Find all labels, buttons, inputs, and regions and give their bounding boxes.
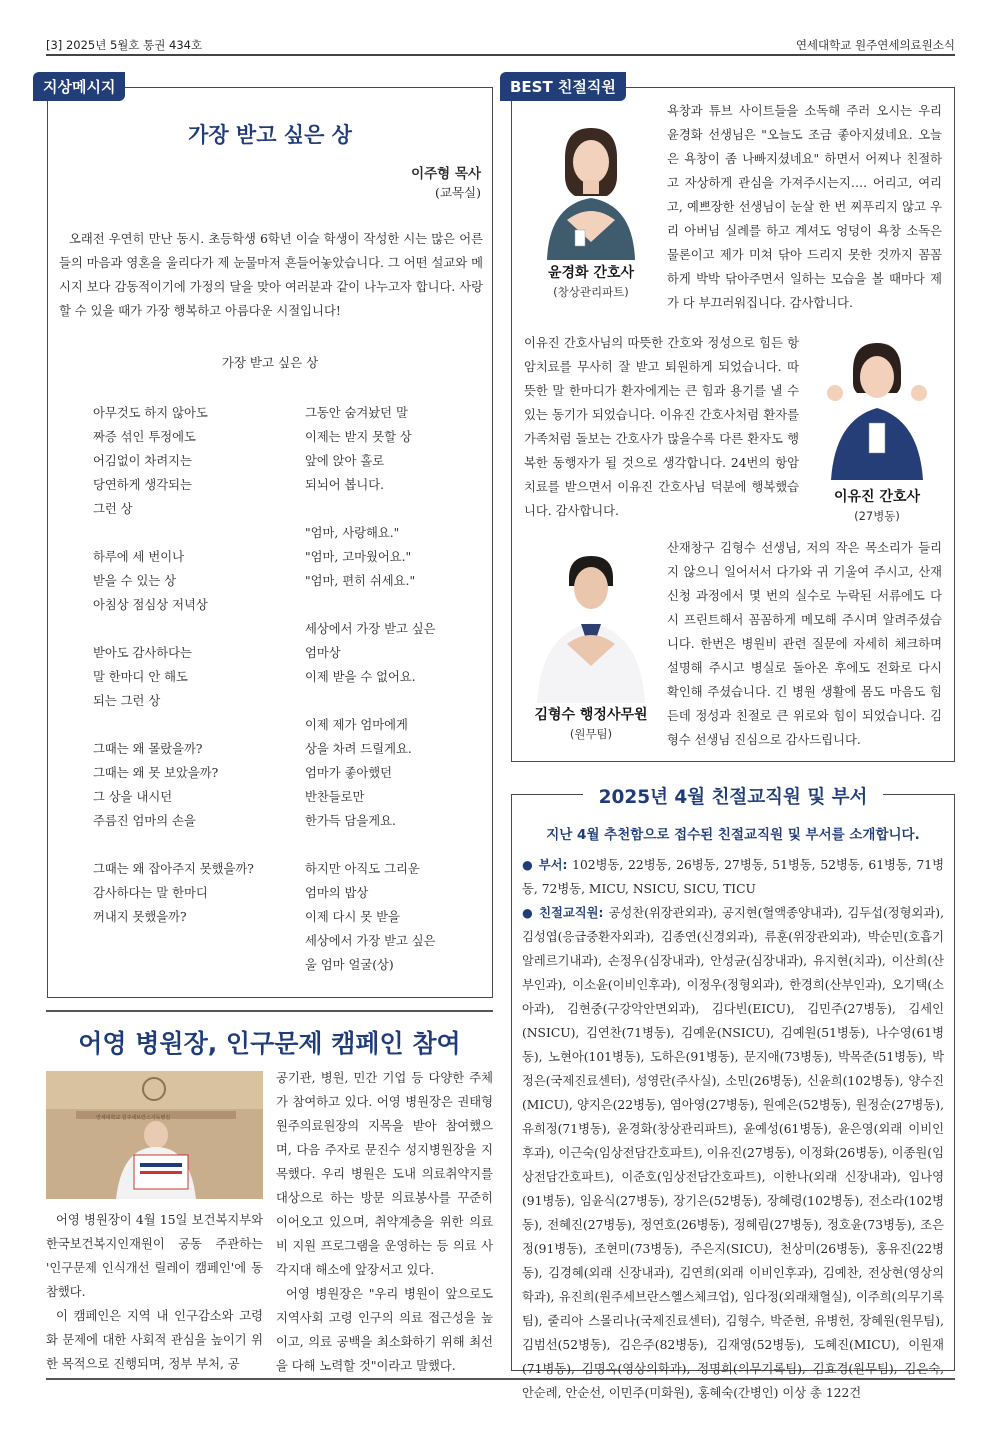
- poem-line: 울 엄마 얼굴(상): [305, 958, 394, 972]
- poem-line: 주름진 엄마의 손을: [93, 814, 196, 828]
- poem-line: 되뇌어 봅니다.: [305, 478, 385, 492]
- staff-photo-kim: [527, 548, 655, 703]
- dept-label: ● 부서:: [522, 858, 568, 872]
- poem-line: [305, 593, 436, 617]
- staff-photo-yoon: [527, 110, 655, 260]
- poem-line: 한가득 담을게요.: [305, 814, 396, 828]
- staff-text-yoon: 욕창과 튜브 사이트들을 소독해 주러 오시는 우리 윤경화 선생님은 "오늘도 조금 좋아지셨네요. 오늘은 욕창이 좀 나빠지셨네요" 하면서 어찌나 친절하고 자상하게 관심을 가져주시는지…. 어리고, 여리고, 예쁘장한 선생님이 눈살 한 번 찌푸리지 않고 우리 아버님 실례를 하고 계셔도 엉덩이 욕창 소독은 물론이고 제가 미쳐 닦아 드리지 못한 것까지 꼼꼼하게 박박 닦아주면서 일하는 모습을 볼 때마다 제가 다 부끄러워집니다. 감사합니다.: [667, 104, 942, 310]
- staff-name: 윤경화 간호사: [547, 265, 635, 281]
- poem-line: 엄마의 밥상: [305, 886, 369, 900]
- campaign-photo-sign: 연세대학교 원주세브란스기독병원: [96, 1115, 171, 1121]
- poem-line: 그때는 왜 못 보았을까?: [93, 766, 219, 780]
- poem-line: [93, 713, 254, 737]
- april-departments: [522, 853, 944, 901]
- publication-name: 연세대학교 원주연세의료원소식: [795, 38, 955, 52]
- campaign-title: 어영 병원장, 인구문제 캠페인 참여: [78, 1029, 461, 1058]
- message-tag: 지상메시지: [33, 72, 125, 101]
- staff-dept: (27병동): [854, 509, 900, 523]
- poem-line: 당연하게 생각되는: [93, 478, 192, 492]
- poem-line: 세상에서 가장 받고 싶은: [305, 622, 436, 636]
- poem-line: 이제 다시 못 받을: [305, 910, 400, 924]
- page-rule-bottom: [46, 1378, 955, 1380]
- staff-dept: (원무팀): [569, 727, 613, 741]
- issue-info: [3] 2025년 5월호 통권 434호: [46, 38, 203, 52]
- poem-line: 그때는 왜 잡아주지 못했을까?: [93, 862, 254, 876]
- april-staff: [522, 901, 944, 1405]
- best-tag: BEST 친절직원: [500, 72, 626, 101]
- campaign-rule-top: [46, 1010, 493, 1012]
- poem-title: 가장 받고 싶은 상: [221, 355, 319, 370]
- poem-line: [305, 689, 436, 713]
- poem-line: 아침상 점심상 저녁상: [93, 598, 208, 612]
- poem-line: 이제 제가 엄마에게: [305, 718, 408, 732]
- message-title: 가장 받고 싶은 상: [188, 123, 352, 147]
- poem-line: 그동안 숨겨놨던 말: [305, 406, 408, 420]
- poem-line: [93, 617, 254, 641]
- poem-line: 감사하다는 말 한마디: [93, 886, 208, 900]
- author-dept: (교목실): [435, 185, 481, 200]
- poem-line: 반찬들로만: [305, 790, 365, 804]
- staff-caption-lee: [813, 486, 941, 524]
- message-intro: 오래전 우연히 만난 동시. 초등학생 6학년 이슬 학생이 작성한 시는 많은 어른들의 마음과 영혼을 울리다가 제 눈물마저 흔들어놓았습니다. 그 어떤 설교와 메시지 보다 감동적이기에 가정의 달을 맞아 여러분과 같이 나누고자 합니다. 사랑할 수 있을 때가 가장 행복하고 아름다운 시절입니다!: [59, 232, 483, 318]
- poem-line: 되는 그런 상: [93, 694, 161, 708]
- dept-list: 102병동, 22병동, 26병동, 27병동, 51병동, 52병동, 61병동, 71병동, 72병동, MICU, NSICU, SICU, TICU: [522, 858, 944, 896]
- poem-line: 그 상을 내시던: [93, 790, 173, 804]
- poem-line: 어김없이 차려지는: [93, 454, 192, 468]
- author-name: 이주형 목사: [411, 166, 481, 182]
- poem-line: 엄마상: [305, 646, 341, 660]
- staff-label: ● 친절교직원:: [522, 906, 604, 920]
- poem-line: [93, 833, 254, 857]
- campaign-left-text-2: 이 캠페인은 지역 내 인구감소와 고령화 문제에 대한 사회적 관심을 높이기 위한 목적으로 진행되며, 정부 부처, 공: [46, 1309, 263, 1371]
- staff-name: 이유진 간호사: [833, 489, 921, 505]
- staff-caption-kim: [519, 704, 663, 742]
- april-subtitle: 지난 4월 추천함으로 접수된 친절교직원 및 부서를 소개합니다.: [546, 827, 920, 843]
- staff-text-kim: 산재창구 김형수 선생님, 저의 작은 목소리가 들리지 않으니 일어서서 다가와 귀 기울여 주시고, 산재신청 과정에서 몇 번의 실수로 누락된 서류에도 다시 프린트해서 꼼꼼하게 메모해 주시며 알려주셨습니다. 한번은 병원비 관련 질문에 자세히 체크하며 설명해 주시고 병실로 돌아온 후에도 전화로 다시 확인해 주셨습니다. 긴 병원 생활에 몸도 마음도 힘든데 정성과 친절로 큰 위로와 힘이 되었습니다. 김형수 선생님 진심으로 감사드립니다.: [667, 541, 942, 747]
- poem-line: 받을 수 있는 상: [93, 574, 176, 588]
- poem-line: 짜증 섞인 투정에도: [93, 430, 196, 444]
- poem-line: 아무것도 하지 않아도: [93, 406, 208, 420]
- staff-dept: (창상관리파트): [553, 285, 629, 299]
- poem-line: "엄마, 편히 쉬세요.": [305, 574, 416, 588]
- poem-line: [305, 497, 436, 521]
- poem-line: 하루에 세 번이나: [93, 550, 184, 564]
- poem-line: [93, 521, 254, 545]
- staff-caption-yoon: [527, 262, 655, 300]
- poem-line: 앞에 앉아 홀로: [305, 454, 385, 468]
- poem-line: 받아도 감사하다는: [93, 646, 192, 660]
- campaign-left-text: 어영 병원장이 4월 15일 보건복지부와 한국보건복지인재원이 공동 주관하는 '인구문제 인식개선 릴레이 캠페인'에 동참했다.: [46, 1213, 263, 1299]
- staff-text-lee: 이유진 간호사님의 따뜻한 간호와 정성으로 힘든 항암치료를 무사히 잘 받고 퇴원하게 되었습니다. 따뜻한 말 한마디가 환자에게는 큰 힘과 용기를 낼 수 있는 동기가 되었습니다. 이유진 간호사처럼 환자를 가족처럼 돌보는 간호사가 많을수록 다른 환자도 행복한 동행자가 될 것으로 생각합니다. 24번의 항암치료를 받으면서 이유진 간호사님 덕분에 행복했습니다. 감사합니다.: [524, 336, 799, 518]
- poem-line: 이제 받을 수 없어요.: [305, 670, 416, 684]
- poem-line: 그런 상: [93, 502, 133, 516]
- poem-line: "엄마, 고마웠어요.": [305, 550, 412, 564]
- poem-line: 그때는 왜 몰랐을까?: [93, 742, 203, 756]
- poem-line: 상을 차려 드릴게요.: [305, 742, 412, 756]
- campaign-photo: [46, 1071, 263, 1199]
- poem-line: "엄마, 사랑해요.": [305, 526, 400, 540]
- staff-name: 김형수 행정사무원: [534, 707, 648, 723]
- april-title: 2025년 4월 친절교직원 및 부서: [583, 783, 883, 809]
- page-header: [46, 34, 955, 56]
- poem-line: 세상에서 가장 받고 싶은: [305, 934, 436, 948]
- poem-line: 하지만 아직도 그리운: [305, 862, 420, 876]
- poem-left-column: [93, 401, 254, 929]
- staff-list: 공성찬(위장관외과), 공지현(혈액종양내과), 김두섭(정형외과), 김성엽(응급중환자외과), 김종연(신경외과), 류훈(위장관외과), 박순민(호흡기알레르기내과), 손정우(심장내과), 안성균(심장내과), 유지현(치과), 이산희(산부인과), 이소윤(이비인후과), 이정우(정형외과), 한경희(산부인과), 오기택(소아과), 김현중(구강악안면외과), 김다빈(EICU), 김민주(27병동), 김세인(NSICU), 김연찬(71병동), 김예운(NSICU), 김예원(51병동), 나수영(61병동), 노현아(101병동), 도하은(91병동), 문지애(73병동), 박목준(51병동), 박정은(국제진료센터), 성영란(주사실), 소민(26병동), 신윤희(102병동), 양수진(MICU), 양지은(22병동), 염아영(27병동), 원예은(52병동), 원정순(27병동), 유희정(71병동), 윤경화(창상관리파트), 윤예성(61병동), 윤은영(외래 이비인후과), 이근숙(임상전담간호파트), 이유진(27병동), 이정화(26병동), 이종원(임상전담간호파트), 이준호(임상전담간호파트), 이한나(외래 신장내과), 임나영(91병동), 임윤식(27병동), 장기은(52병동), 장혜령(102병동), 전소라(102병동), 전혜진(27병동), 정연호(26병동), 정혜림(27병동), 정호윤(73병동), 조은정(91병동), 조현미(73병동), 주은지(SICU), 천상미(26병동), 홍유진(22병동), 김경혜(외래 신장내과), 김연희(외래 이비인후과), 김예찬, 전상현(영상의학과), 유진희(원주세브란스헬스체크업), 임다정(외래채혈실), 이주희(의무기록팀), 줄리아 스몰리나(국제진료센터), 김형수, 박준현, 유병헌, 장혜원(원무팀), 김범선(52병동), 김은주(82병동), 김재영(52병동), 도혜진(MICU), 이원재(71병동), 김명옥(영상의학과), 정명희(의무기록팀), 김효경(원무팀), 김은숙, 안순례, 안순선, 이민주(미화원), 홍혜숙(간병인) 이상 총 122건: [522, 906, 945, 1400]
- staff-photo-lee: [813, 335, 941, 480]
- poem-line: 말 한마디 안 해도: [93, 670, 188, 684]
- poem-line: [305, 833, 436, 857]
- campaign-right-text-2: 어영 병원장은 "우리 병원이 앞으로도 지역사회 고령 인구의 의료 접근성을 높이고, 의료 공백을 최소화하기 위해 최선을 다해 노력할 것"이라고 말했다.: [276, 1287, 493, 1373]
- poem-line: 이제는 받지 못할 상: [305, 430, 412, 444]
- poem-line: 꺼내지 못했을까?: [93, 910, 187, 924]
- poem-right-column: [305, 401, 436, 977]
- campaign-right-text: 공기관, 병원, 민간 기업 등 다양한 주체가 참여하고 있다. 어영 병원장은 권태형 원주의료원장의 지목을 받아 참여했으며, 다음 주자로 문진수 성지병원장을 지목했다. 우리 병원은 도내 의료취약지를 대상으로 하는 방문 의료봉사를 꾸준히 이어오고 있으며, 취약계층을 위한 의료비 지원 프로그램을 운영하는 등 의료 사각지대 해소에 앞장서고 있다.: [276, 1071, 493, 1277]
- poem-line: 엄마가 좋아했던: [305, 766, 393, 780]
